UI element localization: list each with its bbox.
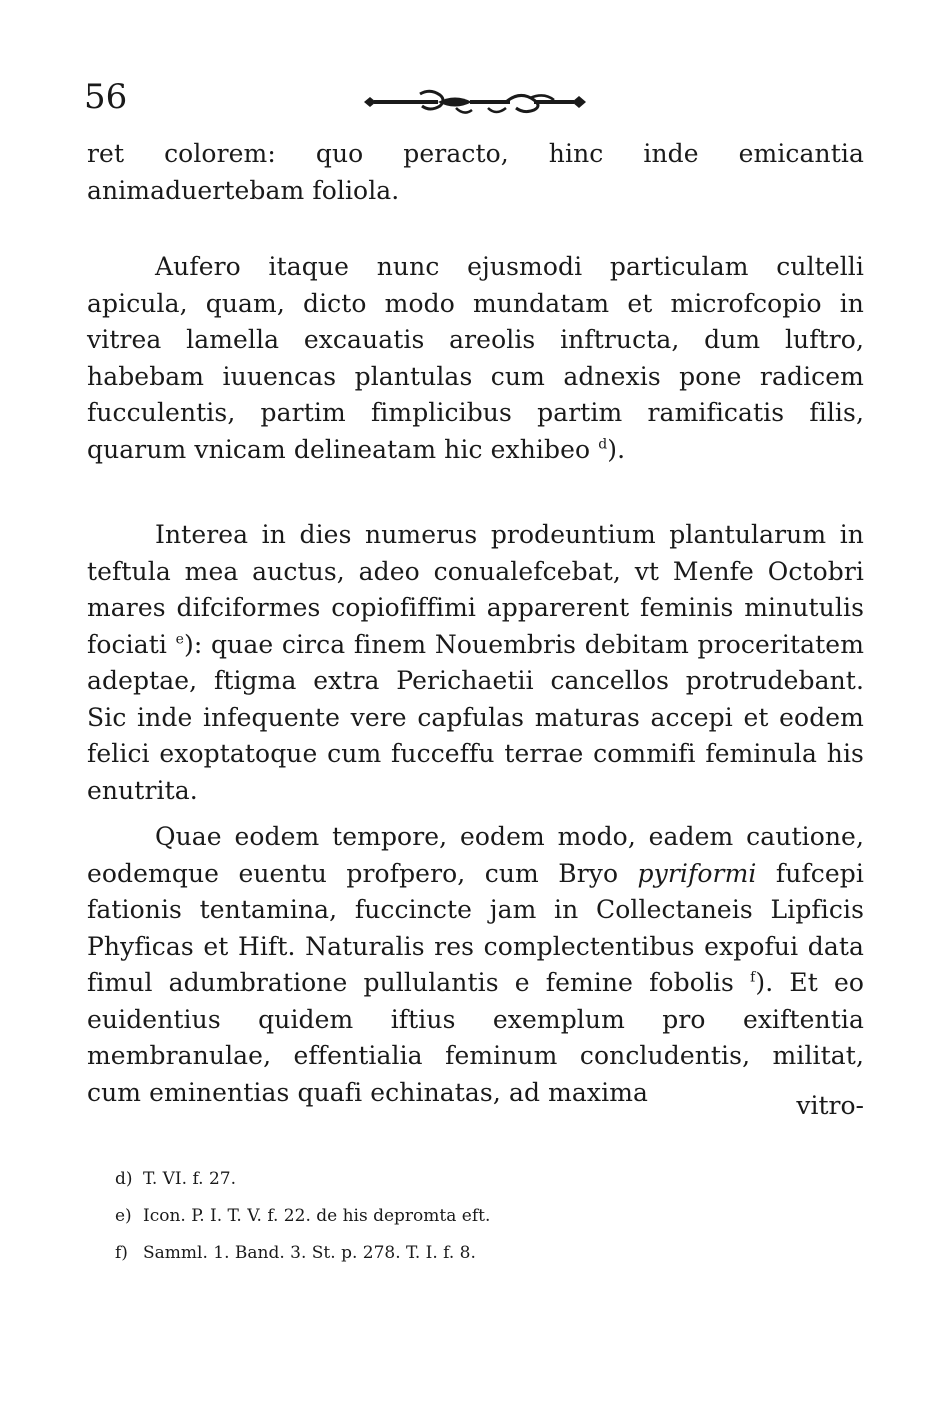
paragraph-4 xyxy=(87,819,864,1111)
footnote-label: d) xyxy=(115,1169,133,1189)
footnote-text: Icon. P. I. T. V. f. 22. de his depromta eft. xyxy=(143,1206,491,1226)
footnote-d xyxy=(115,1166,615,1192)
footnote-ref-f: f xyxy=(750,969,756,986)
footnotes xyxy=(115,1166,615,1277)
italic-species-name: pyriformi xyxy=(637,858,757,888)
paragraph-2-main: Aufero itaque nunc ejusmodi particulam cultelli apicula, quam, dicto modo mundatam et microfcopio in vitrea lamella excauatis areolis inftructa, dum luftro, habebam iuuencas plantulas cum adnexis pone radicem fucculentis, partim fimplicibus partim ramificatis filis, quarum vnicam delineatam hic exhibeo xyxy=(87,252,864,464)
paragraph-2 xyxy=(87,249,864,468)
footnote-label: e) xyxy=(115,1206,132,1226)
footnote-f xyxy=(115,1240,615,1266)
paragraph-4-lead: Quae eodem tempore, eodem modo, eadem cautione, eodemque euentu profpero, cum Bryo xyxy=(87,822,864,888)
paragraph-2-tail: ). xyxy=(607,434,626,464)
catchword: vitro- xyxy=(796,1091,864,1120)
paragraph-3-main: Interea in dies numerus prodeuntium plantularum in teftula mea auctus, adeo conualefcebat, vt Menfe Octobri mares difciformes copiofiffimi apparerent feminis minutulis fociati xyxy=(87,520,864,659)
paragraph-3-text xyxy=(87,517,864,809)
footnote-text: T. VI. f. 27. xyxy=(143,1169,236,1189)
footnote-ref-e: e xyxy=(175,631,184,648)
paragraph-1 xyxy=(87,136,864,209)
footnote-ref-d: d xyxy=(598,436,608,453)
paragraph-4-tail: ). Et eo euidentius quidem iftius exemplum pro exiftentia membranulae, effentialia feminum concludentis, militat, cum eminentias quafi echinatas, ad maxima xyxy=(87,968,864,1107)
paragraph-1-text: ret colorem: quo peracto, hinc inde emicantia animaduertebam foliola. xyxy=(87,139,864,205)
paragraph-4-main: fufcepi fationis tentamina, fuccincte jam in Collectaneis Lipficis Phyficas et Hift. Naturalis res complectentibus expofui data fimul adumbratione pullulantis e femine fobolis xyxy=(87,858,864,997)
paragraph-2-text xyxy=(87,249,864,468)
paragraph-3-tail: ): quae circa finem Nouembris debitam proceritatem adeptae, ftigma extra Perichaetii cancellos protrudebant. Sic inde infequente vere capfulas maturas accepi et eodem felici exoptatoque cum fucceffu terrae commifi feminula his enutrita. xyxy=(87,629,865,805)
footnote-e xyxy=(115,1203,615,1229)
paragraph-3 xyxy=(87,517,864,809)
footnote-text: Samml. 1. Band. 3. St. p. 278. T. I. f. 8. xyxy=(143,1243,476,1263)
page-number: 56 xyxy=(84,77,128,117)
footnote-label: f) xyxy=(115,1243,128,1263)
printer-ornament-icon xyxy=(360,88,590,116)
paragraph-4-text xyxy=(87,819,864,1111)
